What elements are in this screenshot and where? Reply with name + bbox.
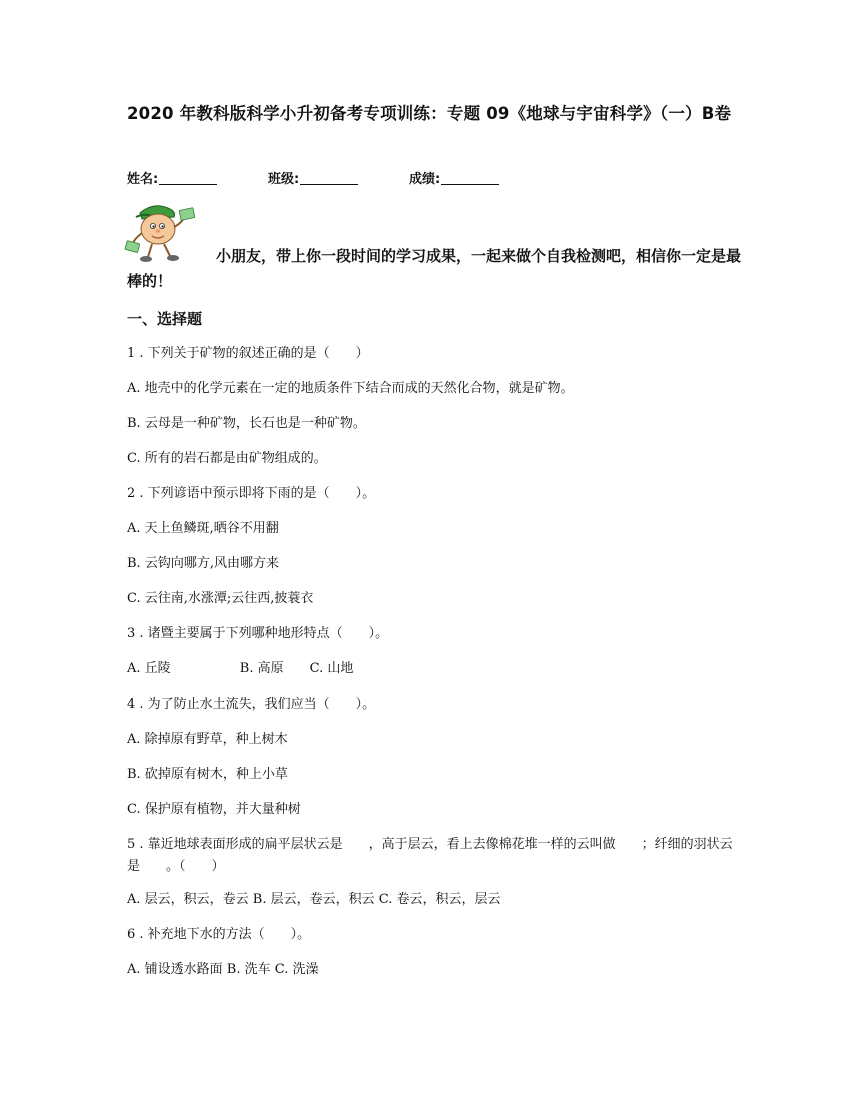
score-field — [409, 172, 499, 188]
option-2b: B. 云钩向哪方,风由哪方来 — [127, 556, 279, 571]
question-1: 1 . 下列关于矿物的叙述正确的是（ ） — [127, 346, 369, 361]
question-3: 3 . 诸暨主要属于下列哪种地形特点（ ）。 — [127, 626, 389, 641]
score-label: 成绩: — [409, 172, 441, 187]
class-field — [268, 172, 358, 188]
option-4b: B. 砍掉原有树木，种上小草 — [127, 767, 288, 782]
option-2a: A. 天上鱼鳞斑,晒谷不用翻 — [127, 521, 279, 536]
option-4c: C. 保护原有植物，并大量种树 — [127, 802, 301, 817]
option-4a: A. 除掉原有野草，种上树木 — [127, 732, 288, 747]
class-label: 班级: — [268, 172, 300, 187]
question-4: 4 . 为了防止水土流失，我们应当（ ）。 — [127, 697, 376, 712]
option-1c: C. 所有的岩石都是由矿物组成的。 — [127, 451, 327, 466]
name-blank — [159, 172, 217, 185]
section-title: 一、选择题 — [127, 310, 203, 328]
question-6: 6 . 补充地下水的方法（ ）。 — [127, 927, 311, 942]
class-blank — [300, 172, 358, 185]
document-title: 2020 年教科版科学小升初备考专项训练：专题 09《地球与宇宙科学》（一）B卷 — [127, 104, 732, 123]
intro-message: 小朋友，带上你一段时间的学习成果，一起来做个自我检测吧，相信你一定是最棒的！ — [127, 247, 742, 290]
option-1b: B. 云母是一种矿物，长石也是一种矿物。 — [127, 416, 366, 431]
name-field — [127, 172, 217, 188]
name-label: 姓名: — [127, 172, 159, 187]
options-6: A. 铺设透水路面 B. 洗车 C. 洗澡 — [127, 962, 319, 977]
score-blank — [441, 172, 499, 185]
question-2: 2 . 下列谚语中预示即将下雨的是（ ）。 — [127, 486, 376, 501]
intro-text — [127, 244, 747, 294]
option-1a: A. 地壳中的化学元素在一定的地质条件下结合而成的天然化合物，就是矿物。 — [127, 381, 574, 396]
option-2c: C. 云往南,水涨潭;云往西,披蓑衣 — [127, 591, 314, 606]
options-3: A. 丘陵 B. 高原 C. 山地 — [127, 661, 354, 676]
question-5: 5 . 靠近地球表面形成的扁平层状云是 ，高于层云，看上去像棉花堆一样的云叫做 ；纤细的羽状云是 。（ ） — [127, 837, 733, 874]
options-5: A. 层云，积云，卷云 B. 层云，卷云，积云 C. 卷云，积云，层云 — [127, 892, 501, 907]
